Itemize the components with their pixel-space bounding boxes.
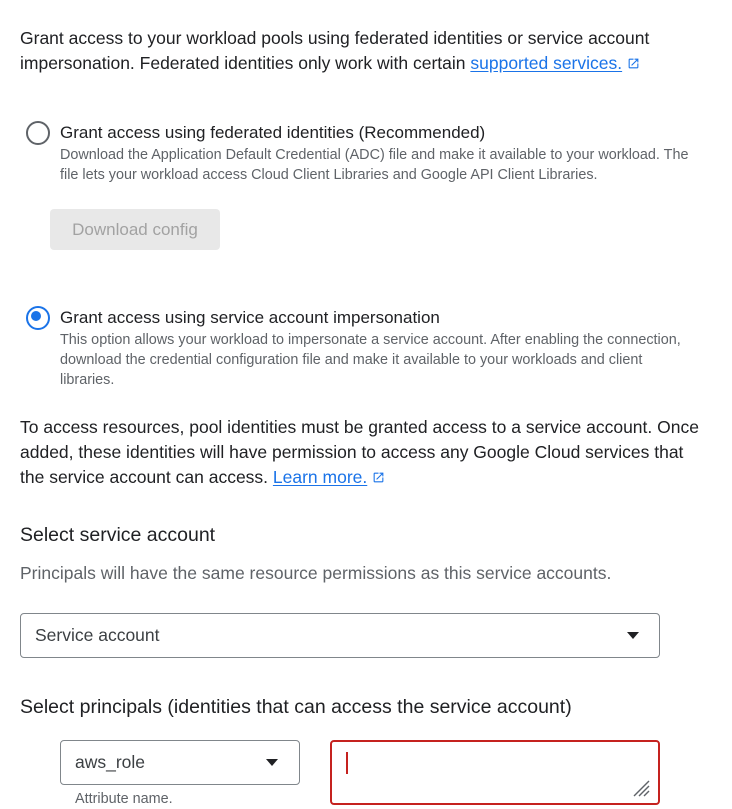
dropdown-arrow-icon (627, 632, 639, 639)
option-federated-description: Download the Application Default Credential (ADC) file and make it available to your workload. The file lets your workload access Cloud Client Libraries and Google API Client Libraries. (60, 147, 689, 183)
download-config-button[interactable]: Download config (50, 209, 220, 250)
option-impersonation-description: This option allows your workload to impersonate a service account. After enabling the connection, download the credential configuration file and make it available to your workloads and client libraries. (60, 332, 681, 388)
attribute-name-hint: Attribute name. (75, 791, 173, 807)
service-account-select-value: Service account (35, 625, 160, 645)
access-paragraph-body: To access resources, pool identities must be granted access to a service account. Once added, these identities will have permission to access any Google Cloud services that the service account can access. (20, 417, 699, 487)
supported-services-link[interactable] (470, 53, 640, 73)
intro-body: Grant access to your workload pools using federated identities or service account impersonation. Federated identities only work with certain (20, 28, 650, 73)
option-impersonation-title: Grant access using service account impersonation (60, 308, 440, 327)
learn-more-link[interactable] (273, 467, 385, 487)
attribute-name-select[interactable] (60, 740, 300, 785)
select-service-account-subtext: Principals will have the same resource permissions as this service accounts. (20, 563, 612, 583)
supported-services-link-label: supported services. (470, 53, 623, 73)
learn-more-link-label: Learn more. (272, 467, 368, 487)
attribute-name-select-value: aws_role (75, 752, 146, 772)
text-cursor (346, 752, 348, 774)
resize-handle-icon[interactable] (632, 779, 650, 797)
select-principals-heading: Select principals (identities that can access the service account) (20, 696, 572, 718)
option-federated-title: Grant access using federated identities (Recommended) (60, 123, 486, 142)
radio-service-account-impersonation[interactable] (26, 306, 50, 330)
service-account-select[interactable] (20, 613, 660, 658)
attribute-value-input[interactable] (330, 740, 660, 805)
external-link-icon (627, 57, 640, 70)
select-service-account-heading: Select service account (20, 524, 216, 546)
dropdown-arrow-icon (266, 759, 278, 766)
external-link-icon (372, 471, 385, 484)
radio-federated-identities[interactable] (26, 121, 50, 145)
intro-text (20, 26, 710, 76)
access-paragraph (20, 415, 710, 490)
